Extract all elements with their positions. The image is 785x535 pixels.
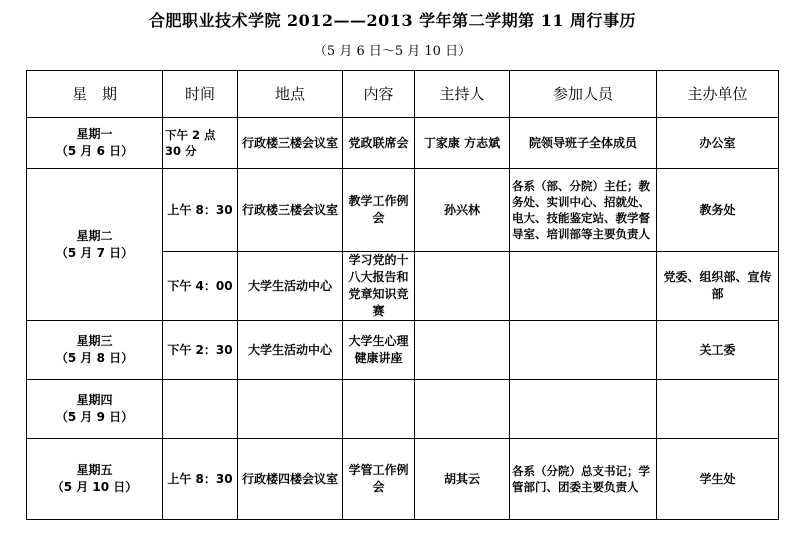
day-date: （5 月 9 日） <box>55 410 134 424</box>
table-row <box>27 439 779 520</box>
content-cell: 教学工作例会 <box>343 169 415 252</box>
time-cell: 上午 8：30 <box>163 169 238 252</box>
day-cell <box>27 169 163 321</box>
page-title: 合肥职业技术学院 2012——2013 学年第二学期第 11 周行事历 <box>148 11 637 30</box>
table-row <box>27 321 779 380</box>
day-name: 星期二 <box>76 228 113 243</box>
day-date: （5 月 7 日） <box>55 245 134 260</box>
day-name: 星期五 <box>76 463 113 477</box>
time-cell: 下午 2 点 30 分 <box>163 118 238 169</box>
header-host: 主持人 <box>415 71 510 118</box>
schedule-table <box>26 70 779 520</box>
host-cell <box>415 380 510 439</box>
content-cell: 学习党的十八大报告和党章知识竞赛 <box>343 252 415 321</box>
host-cell <box>415 321 510 380</box>
place-cell: 大学生活动中心 <box>238 321 343 380</box>
time-cell: 上午 8：30 <box>163 439 238 520</box>
host-cell <box>415 252 510 321</box>
day-name: 星期一 <box>76 127 113 141</box>
organizer-cell: 学生处 <box>657 439 779 520</box>
day-date: （5 月 8 日） <box>55 351 134 365</box>
table-row <box>27 380 779 439</box>
header-time: 时间 <box>163 71 238 118</box>
header-place: 地点 <box>238 71 343 118</box>
participants-cell: 各系（部、分院）主任；教务处、实训中心、招就处、电大、技能鉴定站、教学督导室、培训部等主要负责人 <box>510 169 657 252</box>
header-participants: 参加人员 <box>510 71 657 118</box>
header-organizer: 主办单位 <box>657 71 779 118</box>
content-cell <box>343 380 415 439</box>
place-cell <box>238 380 343 439</box>
day-cell <box>27 439 163 520</box>
place-cell: 大学生活动中心 <box>238 252 343 321</box>
participants-cell <box>510 321 657 380</box>
place-cell: 行政楼四楼会议室 <box>238 439 343 520</box>
host-cell: 丁家康 方志斌 <box>415 118 510 169</box>
host-cell: 胡其云 <box>415 439 510 520</box>
participants-cell: 各系（分院）总支书记；学管部门、团委主要负责人 <box>510 439 657 520</box>
place-cell: 行政楼三楼会议室 <box>238 169 343 252</box>
table-row <box>27 169 779 252</box>
participants-cell: 院领导班子全体成员 <box>510 118 657 169</box>
content-cell: 党政联席会 <box>343 118 415 169</box>
participants-cell <box>510 252 657 321</box>
time-cell: 下午 2：30 <box>163 321 238 380</box>
organizer-cell: 办公室 <box>657 118 779 169</box>
time-cell: 下午 4：00 <box>163 252 238 321</box>
date-range-subtitle: （5 月 6 日～5 月 10 日） <box>313 44 472 59</box>
organizer-cell <box>657 380 779 439</box>
place-cell: 行政楼三楼会议室 <box>238 118 343 169</box>
organizer-cell: 党委、组织部、宣传部 <box>657 252 779 321</box>
header-content: 内容 <box>343 71 415 118</box>
day-date: （5 月 10 日） <box>51 480 138 494</box>
day-cell <box>27 118 163 169</box>
participants-cell <box>510 380 657 439</box>
content-cell: 学管工作例会 <box>343 439 415 520</box>
day-name: 星期三 <box>76 334 113 348</box>
day-date: （5 月 6 日） <box>55 144 134 158</box>
content-cell: 大学生心理健康讲座 <box>343 321 415 380</box>
host-cell: 孙兴林 <box>415 169 510 252</box>
day-cell <box>27 380 163 439</box>
organizer-cell: 关工委 <box>657 321 779 380</box>
day-name: 星期四 <box>76 393 113 407</box>
time-cell <box>163 380 238 439</box>
header-weekday: 星 期 <box>27 71 163 118</box>
day-cell <box>27 321 163 380</box>
organizer-cell: 教务处 <box>657 169 779 252</box>
table-row <box>27 118 779 169</box>
header-row <box>27 71 779 118</box>
